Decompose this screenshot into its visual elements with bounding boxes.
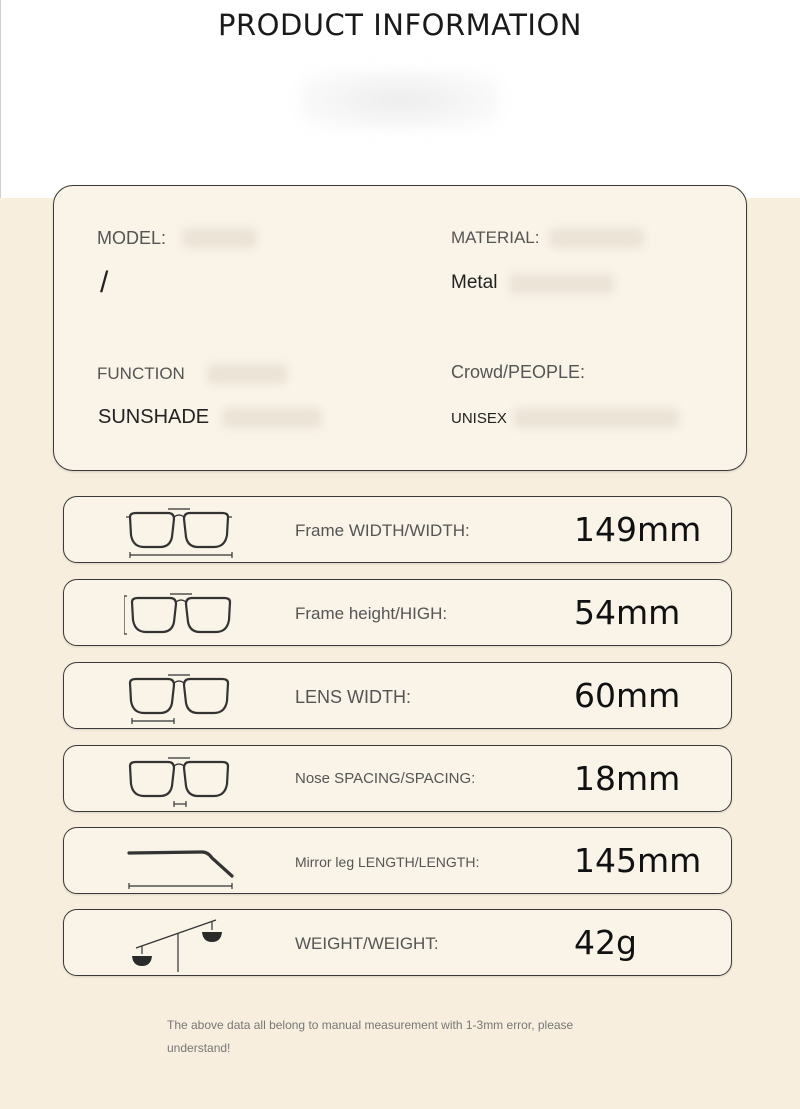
spec-value: 60mm [574,676,681,715]
frame-width-icon [124,501,234,559]
function-value: SUNSHADE [98,406,210,428]
temple-length-icon [124,832,234,890]
obscured-text [549,228,644,248]
lens-width-icon [124,667,234,725]
measurement-note: The above data all belong to manual measurement with 1-3mm error, please understand! [167,1018,574,1055]
nose-spacing-icon [124,750,234,808]
product-info-card [53,185,747,471]
spec-label: Frame height/HIGH: [295,604,448,623]
crowd-label: Crowd/PEOPLE: [451,362,586,382]
obscured-text [207,364,287,384]
spec-row-temple-length [63,827,732,894]
spec-label: Frame WIDTH/WIDTH: [295,521,470,540]
spec-value: 18mm [574,759,681,798]
spec-label: LENS WIDTH: [295,687,412,707]
spec-row-frame-height [63,579,732,646]
spec-row-lens-width [63,662,732,729]
obscured-text [509,274,614,294]
spec-label: WEIGHT/WEIGHT: [295,934,439,953]
spec-row-weight [63,909,732,976]
spec-row-nose-spacing [63,745,732,812]
obscured-text [514,408,679,428]
spec-label: Nose SPACING/SPACING: [295,770,476,787]
model-label: MODEL: [97,228,167,248]
material-value: Metal [451,272,498,293]
weight-scale-icon [124,914,234,972]
page-title: PRODUCT INFORMATION [218,8,582,42]
crowd-value: UNISEX [451,410,507,427]
spec-value: 149mm [574,510,702,549]
obscured-text [222,408,322,428]
spec-value: 54mm [574,593,681,632]
spec-label: Mirror leg LENGTH/LENGTH: [295,854,480,870]
function-label: FUNCTION [97,364,185,383]
model-value: / [100,266,109,299]
spec-value: 145mm [574,841,702,880]
frame-height-icon [124,584,234,642]
obscured-text [182,228,257,248]
spec-value: 42g [574,923,637,962]
faded-watermark [300,70,500,130]
spec-row-frame-width [63,496,732,563]
material-label: MATERIAL: [451,228,540,247]
